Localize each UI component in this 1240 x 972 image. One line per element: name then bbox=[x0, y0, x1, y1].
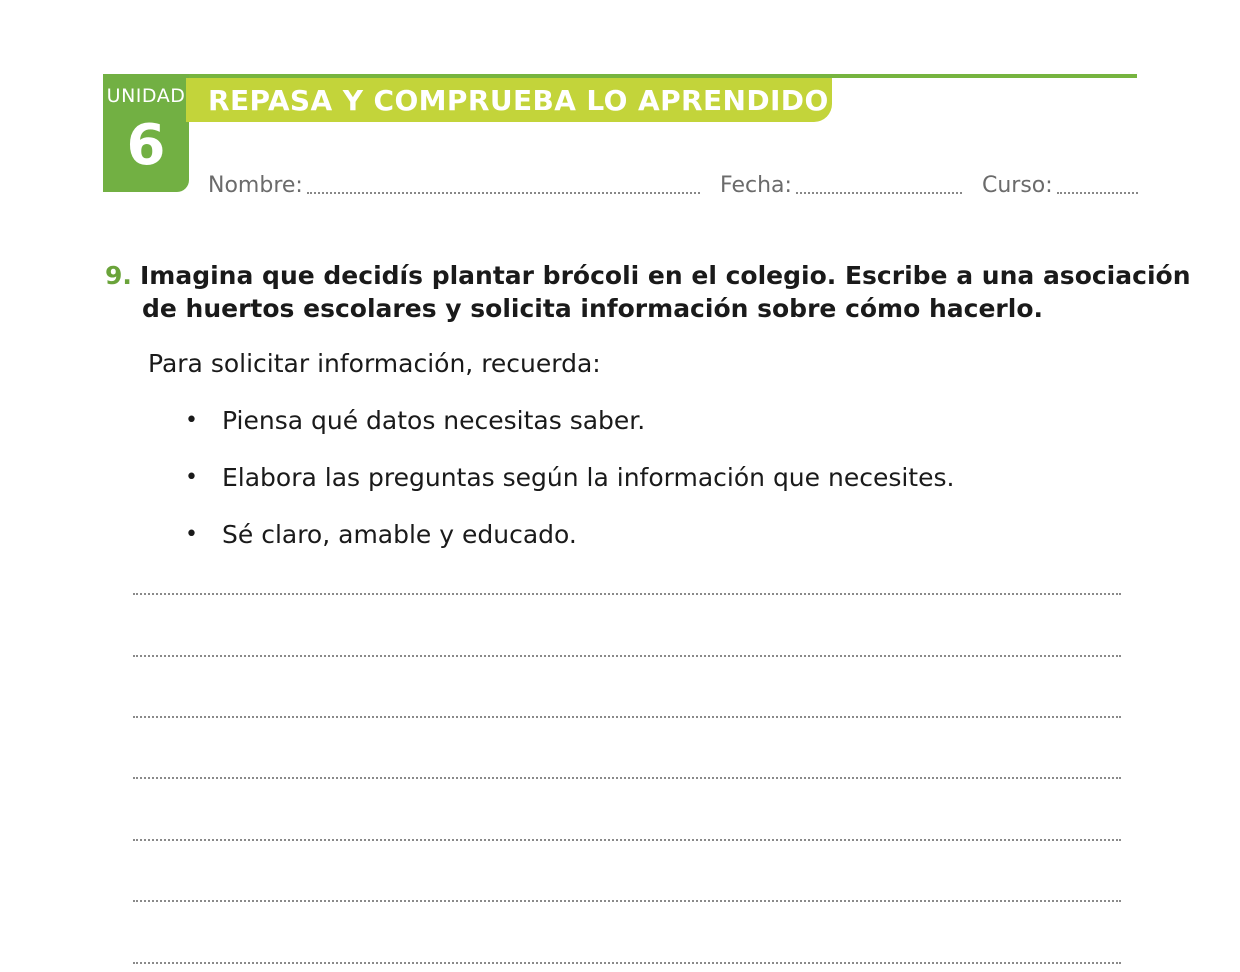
answer-line[interactable] bbox=[133, 593, 1121, 595]
answer-line[interactable] bbox=[133, 962, 1121, 964]
question-text-line-1: Imagina que decidís plantar brócoli en el colegio. Escribe a una asociación bbox=[140, 261, 1191, 290]
nombre-label: Nombre: bbox=[208, 173, 303, 198]
answer-line[interactable] bbox=[133, 716, 1121, 718]
curso-label: Curso: bbox=[982, 173, 1053, 198]
page-title: REPASA Y COMPRUEBA LO APRENDIDO bbox=[208, 84, 829, 117]
curso-field[interactable] bbox=[982, 169, 1138, 197]
answer-line[interactable] bbox=[133, 655, 1121, 657]
instruction-intro: Para solicitar información, recuerda: bbox=[148, 349, 601, 378]
unit-label: UNIDAD bbox=[106, 85, 186, 107]
bullet-icon: • bbox=[185, 522, 198, 547]
list-item-text: Piensa qué datos necesitas saber. bbox=[222, 406, 646, 435]
unit-badge bbox=[103, 74, 189, 192]
list-item-text: Elabora las preguntas según la información que necesites. bbox=[222, 463, 955, 492]
unit-number: 6 bbox=[126, 113, 166, 178]
answer-line[interactable] bbox=[133, 839, 1121, 841]
curso-dotted-line[interactable] bbox=[1057, 192, 1138, 194]
fecha-label: Fecha: bbox=[720, 173, 792, 198]
answer-line[interactable] bbox=[133, 900, 1121, 902]
bullet-icon: • bbox=[185, 465, 198, 490]
fecha-field[interactable] bbox=[720, 169, 962, 197]
question-text-line-2: de huertos escolares y solicita información sobre cómo hacerlo. bbox=[142, 294, 1044, 323]
bullet-icon: • bbox=[185, 408, 198, 433]
fecha-dotted-line[interactable] bbox=[796, 192, 962, 194]
question-number: 9. bbox=[105, 261, 132, 290]
nombre-dotted-line[interactable] bbox=[307, 192, 700, 194]
list-item-text: Sé claro, amable y educado. bbox=[222, 520, 577, 549]
nombre-field[interactable] bbox=[208, 169, 700, 197]
answer-line[interactable] bbox=[133, 777, 1121, 779]
